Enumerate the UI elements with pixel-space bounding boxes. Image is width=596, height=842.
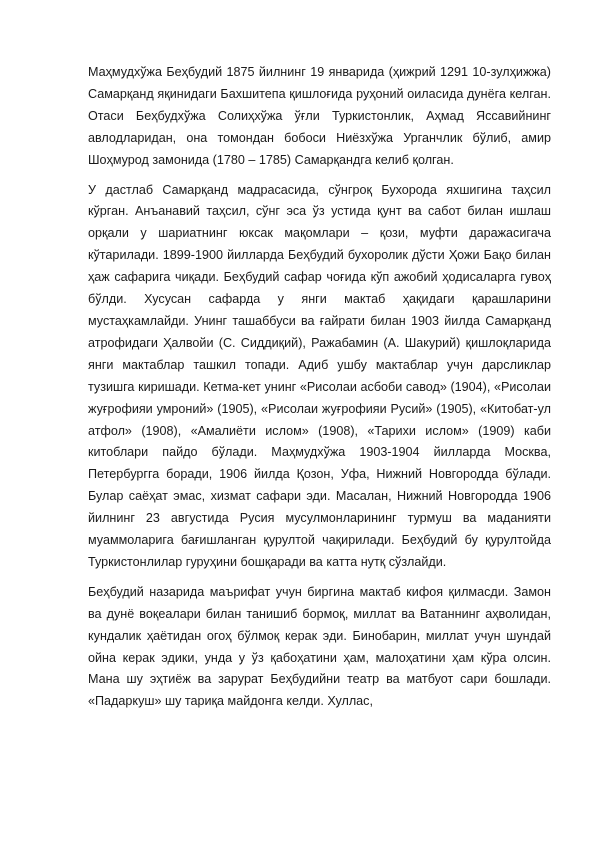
paragraph-3: Беҳбудий назарида маърифат учун биргина мактаб кифоя қилмасди. Замон ва дунё воқеалари билан танишиб бормоқ, миллат ва Ватаннинг аҳволидан, кундалик ҳаётидан огоҳ бўлмоқ керак эди. Бинобарин, миллат учун шундай ойна керак эдики, унда у ўз қабоҳатини ҳам, малоҳатини ҳам кўра олсин. Мана шу эҳтиёж ва зарурат Беҳбудийни театр ва матбуот сари бошлади. «Падаркуш» шу тариқа майдонга келди. Хуллас,	[88, 584, 551, 709]
paragraph-1: Маҳмудхўжа Беҳбудий 1875 йилнинг 19 январида (ҳижрий 1291 10-зулҳижжа) Самарқанд яқинидаги Бахшитепа қишлоғида руҳоний оиласида дунёга келган. Отаси Беҳбудхўжа Солиҳхўжа ўғли Туркистонлик, Аҳмад Яссавийнинг авлодларидан, она томондан бобоси Ниёзхўжа Урганчлик бўлиб, амир Шоҳмурод замонида (1780 – 1785) Самарқандга келиб қолган.	[88, 65, 551, 167]
paragraph-2: У дастлаб Самарқанд мадрасасида, сўнгроқ Бухорода яхшигина таҳсил кўрган. Анъанавий таҳсил, сўнг эса ўз устида қунт ва сабот билан ишлаш орқали у шариатнинг юксак мақомлари – қози, муфти даражасигача кўтарилади. 1899-1900 йилларда Беҳбудий бухоролик дўсти Ҳожи Бақо билан ҳаж сафарига чиқади. Беҳбудий сафар чоғида кўп ажобий ҳодисаларга гувоҳ бўлди. Хусусан сафарда у янги мактаб ҳақидаги қарашларини мустаҳкамлайди. Унинг ташаббуси ва ғайрати билан 1903 йилда Самарқанд атрофидаги Ҳалвойи (С. Сиддиқий), Ражабамин (А. Шакурий) қишлоқларида янги мактаблар ташкил топади. Адиб ушбу мактаблар учун дарсликлар тузишга киришади. Кетма-кет унинг «Рисолаи асбоби савод» (1904), «Рисолаи жуғрофияи умроний» (1905), «Рисолаи жуғрофияи Русий» (1905), «Китобат-ул атфол» (1908), «Амалиёти ислом» (1908), «Тарихи ислом» (1909) каби китоблари пайдо бўлади. Маҳмудхўжа 1903-1904 йилларда Москва, Петербургга боради, 1906 йилда Қозон, Уфа, Нижний Новгородда бўлади. Булар саёҳат эмас, хизмат сафари эди. Масалан, Нижний Новгородда 1906 йилнинг 23 августида Русия мусулмонларининг турмуш ва маданияти муаммоларига бағишланган қурултой чақирилади. Беҳбудий бу қурултойда Туркистонлилар гуруҳини бошқаради ва катта нутқ сўзлайди.	[88, 182, 551, 569]
document-body	[88, 62, 551, 713]
